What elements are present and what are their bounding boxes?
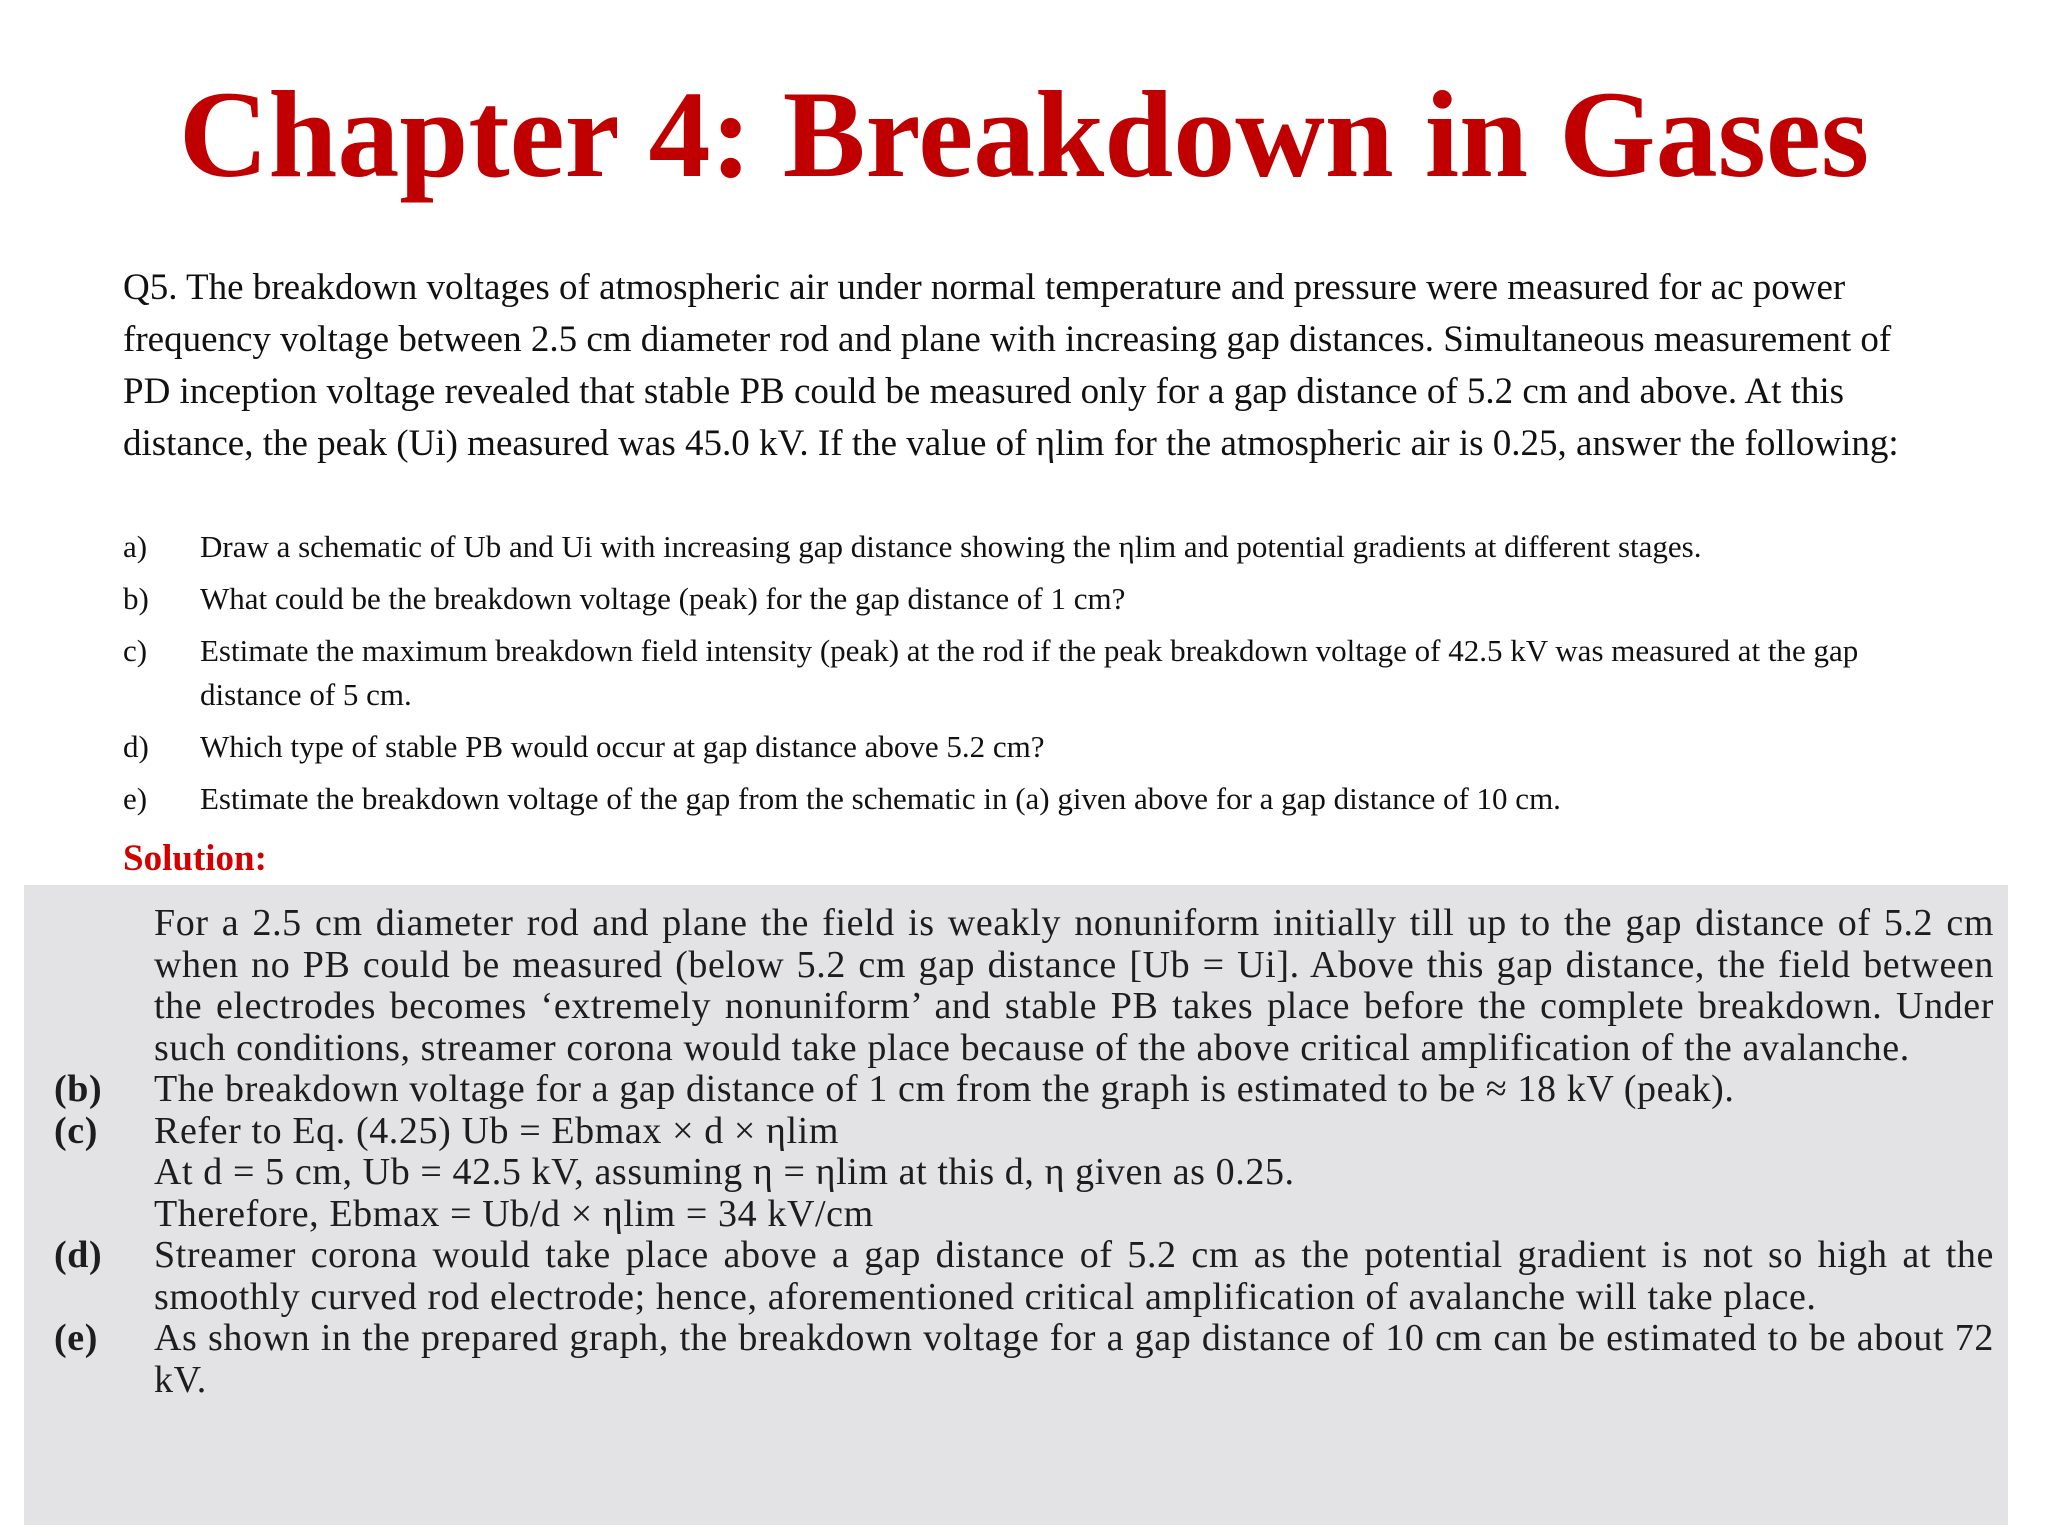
solution-label: Solution:: [123, 838, 267, 879]
solution-d-text: Streamer corona would take place above a gap distance of 5.2 cm as the potential gradient is not so high at the smoothly curved rod electrode; hence, aforementioned critical amplification of avalanche will take place.: [154, 1234, 1994, 1318]
solution-b-text: The breakdown voltage for a gap distance of 1 cm from the graph is estimated to be ≈ 18 kV (peak).: [154, 1068, 1735, 1110]
solution-e-text: As shown in the prepared graph, the breakdown voltage for a gap distance of 10 cm can be estimated to be about 72 kV.: [154, 1317, 1994, 1401]
solution-c-line1: Refer to Eq. (4.25) Ub = Ebmax × d × ηlim: [154, 1109, 839, 1152]
part-text: Draw a schematic of Ub and Ui with increasing gap distance showing the ηlim and potential gradients at different stages.: [200, 529, 1702, 564]
solution-label-b: (b): [54, 1068, 103, 1110]
part-c: [123, 629, 1933, 717]
solution-b: [54, 1069, 1994, 1111]
solution-c-line2: At d = 5 cm, Ub = 42.5 kV, assuming η = ηlim at this d, η given as 0.25.: [154, 1151, 1295, 1193]
part-label: b): [123, 581, 149, 616]
solution-box: [24, 885, 2008, 1525]
solution-body: [54, 903, 1994, 1401]
part-b: [123, 577, 1933, 621]
solution-label-c: (c): [54, 1109, 98, 1152]
solution-e: [54, 1318, 1994, 1401]
solution-d: [54, 1235, 1994, 1318]
solution-c-line3: Therefore, Ebmax = Ub/d × ηlim = 34 kV/cm: [154, 1192, 874, 1235]
solution-c: [54, 1111, 1994, 1236]
part-label: e): [123, 781, 148, 816]
part-text: Which type of stable PB would occur at gap distance above 5.2 cm?: [200, 729, 1045, 764]
solution-label-e: (e): [54, 1317, 98, 1359]
question-text: Q5. The breakdown voltages of atmospheric air under normal temperature and pressure were measured for ac power frequency voltage between 2.5 cm diameter rod and plane with increasing gap distances. Simultaneous measurement of PD inception voltage revealed that stable PB could be measured only for a gap distance of 5.2 cm and above. At this distance, the peak (Ui) measured was 45.0 kV. If the value of ηlim for the atmospheric air is 0.25, answer the following:: [123, 267, 1899, 464]
solution-intro-text: For a 2.5 cm diameter rod and plane the field is weakly nonuniform initially till up to the gap distance of 5.2 cm when no PB could be measured (below 5.2 cm gap distance [Ub = Ui]. Above this gap distance, the field between the electrodes becomes ‘extremely nonuniform’ and stable PB takes place before the complete breakdown. Under such conditions, streamer corona would take place because of the above critical amplification of the avalanche.: [154, 902, 1994, 1069]
part-label: c): [123, 633, 148, 668]
part-e: [123, 777, 1933, 821]
question-parts: [123, 525, 1933, 829]
part-label: a): [123, 529, 148, 564]
part-text: Estimate the maximum breakdown field intensity (peak) at the rod if the peak breakdown voltage of 42.5 kV was measured at the gap distance of 5 cm.: [200, 633, 1859, 712]
solution-intro: [54, 903, 1994, 1069]
part-a: [123, 525, 1933, 569]
part-label: d): [123, 729, 149, 764]
part-d: [123, 725, 1933, 769]
part-text: Estimate the breakdown voltage of the gap from the schematic in (a) given above for a gap distance of 10 cm.: [200, 781, 1561, 816]
part-text: What could be the breakdown voltage (peak) for the gap distance of 1 cm?: [200, 581, 1126, 616]
slide-title: Chapter 4: Breakdown in Gases: [178, 66, 1870, 203]
solution-label-d: (d): [54, 1234, 103, 1276]
